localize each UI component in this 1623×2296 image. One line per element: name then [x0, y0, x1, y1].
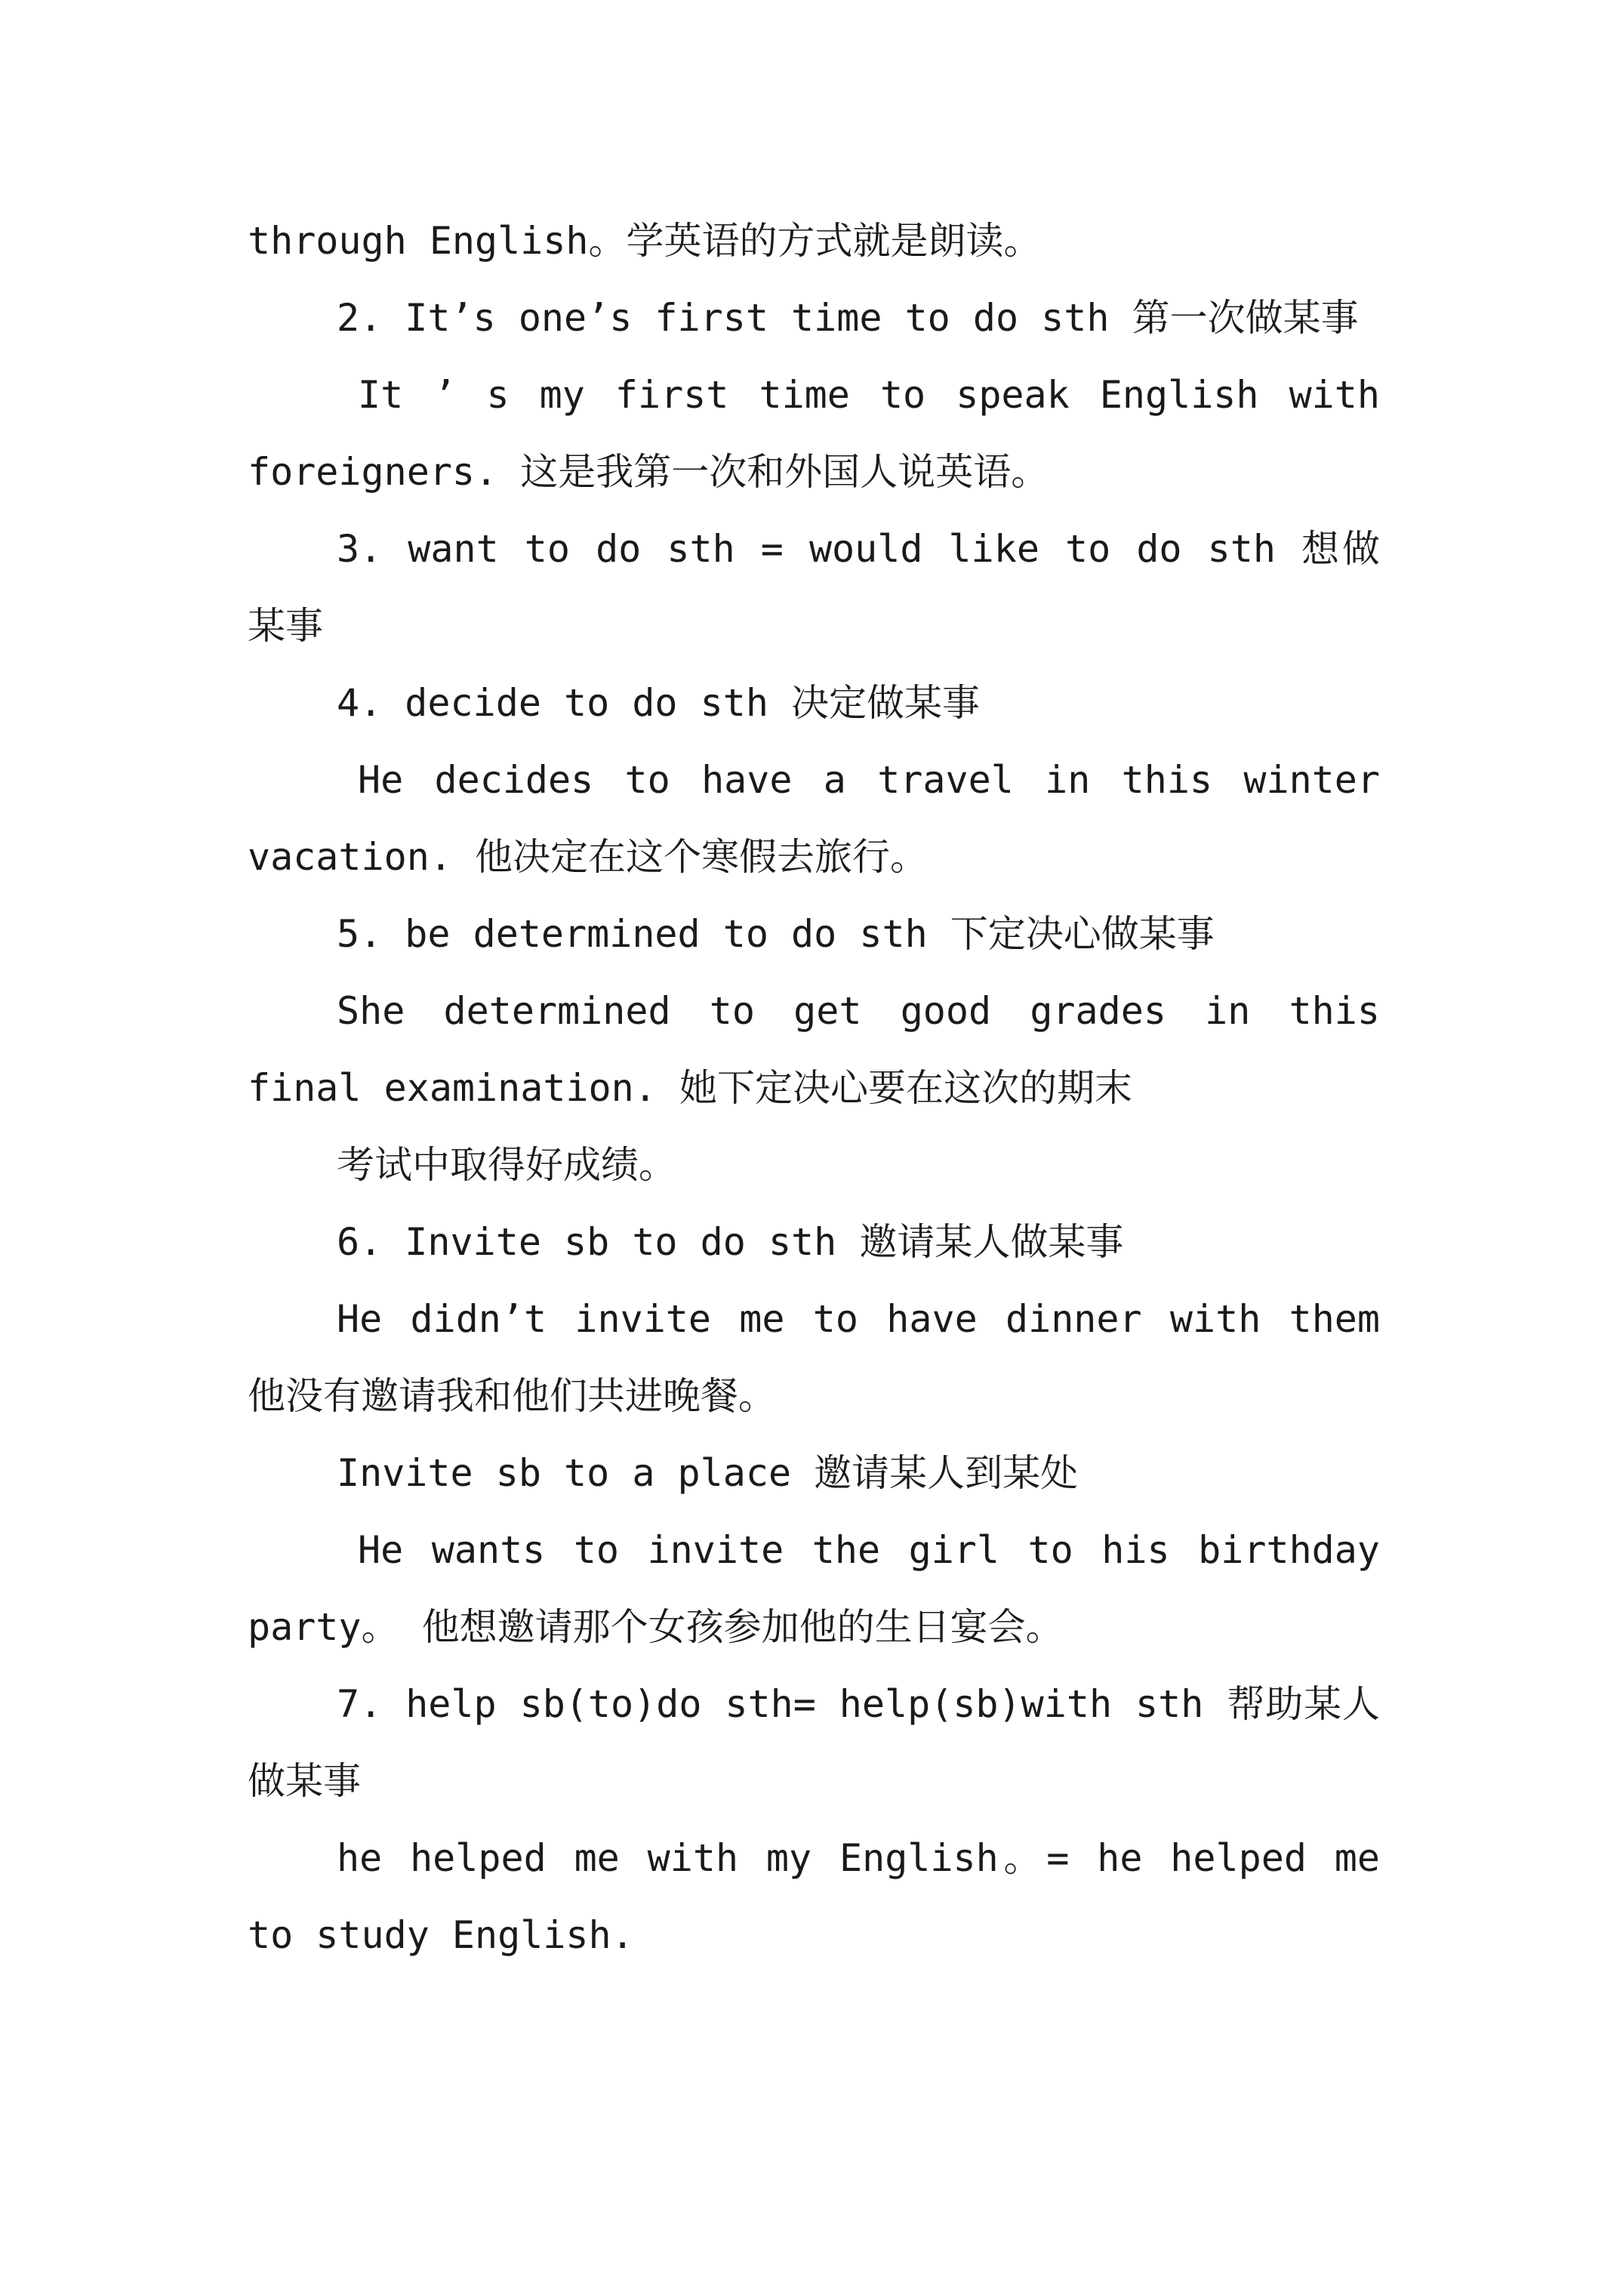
item-7-heading: 7. help sb(to)do sth= help(sb)with sth 帮助某人做某事	[248, 1682, 1380, 1803]
item-6-subexample: He wants to invite the girl to his birthday party。 他想邀请那个女孩参加他的生日宴会。	[248, 1528, 1380, 1649]
paragraph-1: through English。学英语的方式就是朗读。	[248, 219, 1042, 263]
item-5-heading: 5. be determined to do sth 下定决心做某事	[337, 912, 1215, 956]
item-4-heading: 4. decide to do sth 决定做某事	[337, 681, 981, 725]
item-2-heading: 2. It’s one’s first time to do sth 第一次做某事	[337, 296, 1359, 340]
item-4-example: He decides to have a travel in this winter vacation. 他决定在这个寒假去旅行。	[248, 758, 1380, 879]
item-6-subheading: Invite sb to a place 邀请某人到某处	[337, 1451, 1079, 1495]
item-7-example: he helped me with my English。= he helped me to study English.	[248, 1836, 1380, 1957]
item-2-example: It ’ s my first time to speak English with foreigners. 这是我第一次和外国人说英语。	[248, 373, 1380, 494]
item-3-heading: 3. want to do sth = would like to do sth 想做某事	[248, 527, 1380, 648]
document-body	[248, 202, 1380, 1974]
item-6-example: He didn’t invite me to have dinner with them 他没有邀请我和他们共进晚餐。	[248, 1297, 1380, 1418]
item-6-heading: 6. Invite sb to do sth 邀请某人做某事	[337, 1220, 1124, 1264]
item-5-example: She determined to get good grades in this final examination. 她下定决心要在这次的期末	[248, 989, 1380, 1110]
item-5-example-continued: 考试中取得好成绩。	[337, 1143, 676, 1187]
